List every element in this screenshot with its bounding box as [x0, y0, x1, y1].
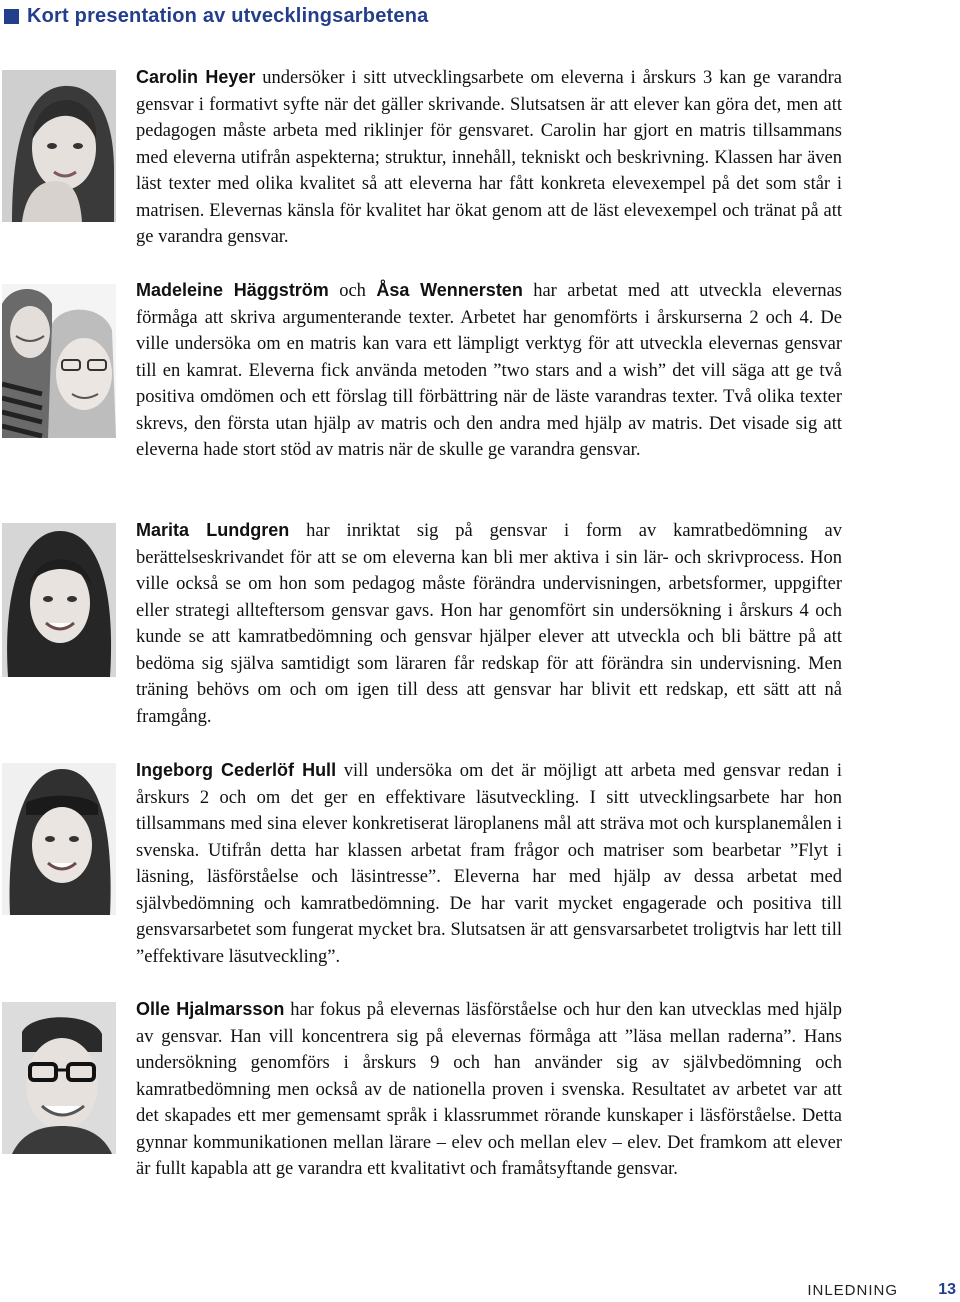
portrait-photo-marita-lundgren — [2, 523, 116, 677]
portrait-photo-carolin-heyer — [2, 70, 116, 222]
person-name: Olle Hjalmarsson — [136, 999, 285, 1019]
page-title: Kort presentation av utvecklingsarbetena — [27, 4, 429, 27]
footer-section-label: INLEDNING — [807, 1282, 898, 1299]
page-header — [4, 4, 428, 28]
section-body: har arbetat med att utveckla elevernas förmåga att skriva argumenterande texter. Arbetet har genomförts i årskurserna 2 och 4. De ville undersöka om en matris kan vara ett lämpligt verktyg för att utveckla elevernas gensvar till en kamrat. Eleverna fick använda metoden ”two stars and a wish” det vill säga att ge två positiva omdömen och ett förslag till förbättring när de läste varandras texter. Två olika texter skrevs, den första utan hjälp av matris och den andra med hjälp av matris. Det visade sig att eleverna hade stort stöd av matris när de skulle ge varandra gensvar. — [136, 281, 843, 460]
portrait-photo-olle-hjalmarsson — [2, 1002, 116, 1154]
person-name: Ingeborg Cederlöf Hull — [136, 760, 337, 780]
name-connector: och — [328, 281, 377, 301]
page-footer — [0, 1282, 960, 1302]
section-body: vill undersöka om det är möjligt att arbeta med gensvar redan i årskurs 2 och om det ger en effektivare läsutveckling. I sitt utvecklingsarbete har hon tillsammans med sina elever konkretiserat läroplanens mål att sträva mot och kursplanemålen i svenska. Utifrån detta har klassen arbetat fram frågor och matriser som bearbetar ”Flyt i läsning, läsförståelse och läsintresse”. Eleverna har med hjälp av dessa arbetat med självbedömning och kamratbedömning. De har varit mycket engagerade och positiva till gensvarsarbetet som fungerat mycket bra. Slutsatsen är att gensvarsarbetet troligtvis har lett till ”effektivare läsutveckling”. — [136, 761, 842, 967]
person-name: Åsa Wennersten — [376, 280, 523, 300]
portrait-photo-haggstrom-wennersten — [2, 284, 116, 438]
section-carolin-heyer — [136, 64, 842, 251]
section-body: undersöker i sitt utvecklingsarbete om eleverna i årskurs 3 kan ge varandra gensvar i formativt syfte när det gäller skrivande. Slutsatsen är att elever kan göra det, men att pedagogen måste arbeta med riklinjer för gensvaret. Carolin har gjort en matris tillsammans med eleverna utifrån aspekterna; struktur, innehåll, tekniskt och beskrivning. Klassen har även läst texter med olika kvalitet så att eleverna har fått konkreta elevexempel på det som står i matrisen. Elevernas känsla för kvalitet har ökat genom att de läst elevexempel och tränat på att ge varandra gensvar. — [136, 68, 842, 247]
section-ingeborg-cederlof-hull — [136, 757, 842, 970]
person-name: Madeleine Häggström — [136, 280, 329, 300]
section-body: har inriktat sig på gensvar i form av kamratbedömning av berättelseskrivandet för att se om eleverna kan bli mer aktiva i sin lär- och skrivprocess. Hon ville också se om hon som pedagog måste förändra undervisningen, arbetsformer, uppgifter eller strategi allteftersom gensvar gavs. Hon har genomfört sin undersökning i årskurs 4 och kunde se att kamratbedömning och gensvar hjälper elever att utveckla och bli bättre på att bedöma sig själva samtidigt som läraren får redskap för att förändra sin undervisning. Men träning behövs om och om igen till dess att gensvar har blivit ett redskap, ett sätt att nå framgång. — [136, 521, 842, 727]
person-name: Marita Lundgren — [136, 520, 290, 540]
person-name: Carolin Heyer — [136, 67, 256, 87]
header-square-icon — [4, 9, 19, 24]
section-marita-lundgren — [136, 517, 842, 730]
portrait-photo-ingeborg-cederlof-hull — [2, 763, 116, 915]
section-body: har fokus på elevernas läsförståelse och hur den kan utvecklas med hjälp av gensvar. Han vill koncentrera sig på elevernas förmåga att ”läsa mellan raderna”. Hans undersökning genomförs i årskurs 9 och han använder sig av självbedömning och kamratbedömning men också av de nationella proven i svenska. Resultatet av arbetet var att det skapades ett mer gemensamt språk i klassrummet rörande kunskaper i läsförståelse. Detta gynnar kommunikationen mellan lärare – elev och mellan elev – elev. Det framkom att elever är fullt kapabla att ge varandra ett kvalitativt och framåtsyftande gensvar. — [136, 1000, 842, 1179]
page-number: 13 — [938, 1281, 956, 1298]
section-olle-hjalmarsson — [136, 996, 842, 1183]
section-haggstrom-wennersten — [136, 277, 842, 464]
